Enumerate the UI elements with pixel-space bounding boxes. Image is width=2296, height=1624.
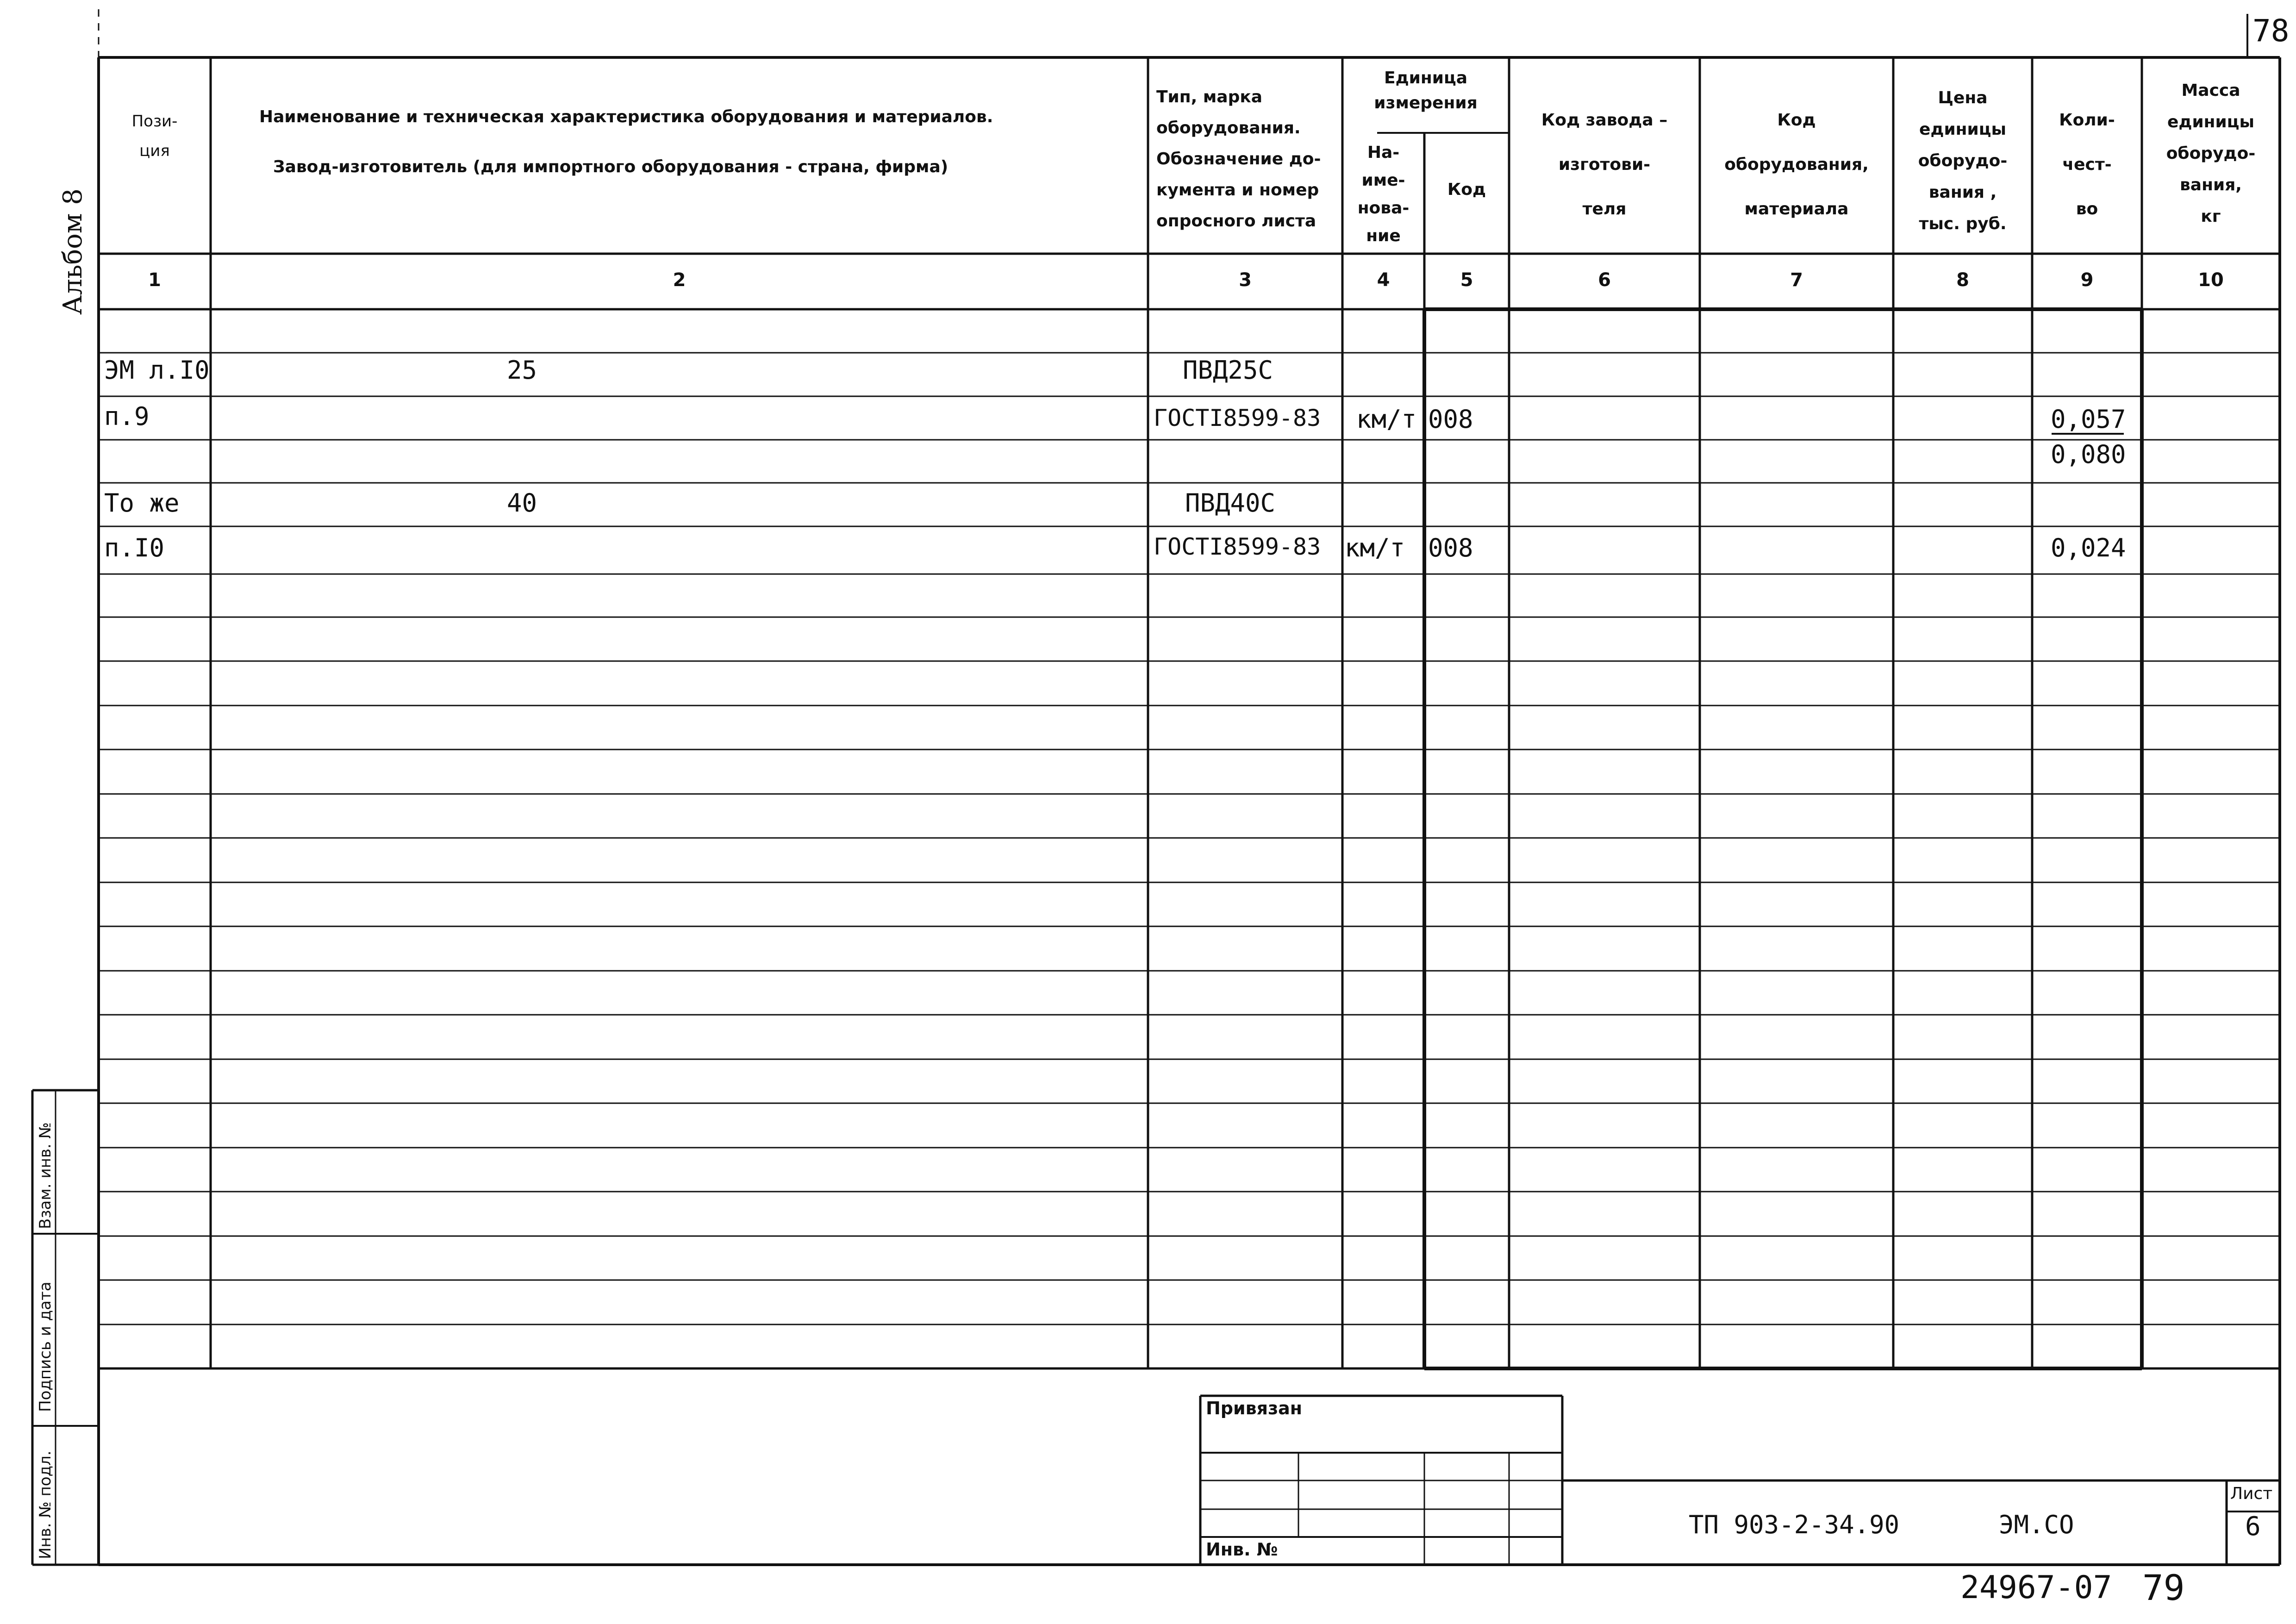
col-number-8: 8	[1956, 269, 1969, 291]
title-list-label: Лист	[2230, 1484, 2273, 1503]
stamp-podpis-data: Подпись и дата	[36, 1281, 55, 1412]
stamp-inv-podl: Инв. № подл.	[36, 1450, 55, 1559]
col-number-6: 6	[1598, 269, 1611, 291]
row1-position: ЭМ л.I0	[104, 356, 210, 385]
header-position: Пози- ция	[131, 112, 178, 160]
col-number-1: 1	[148, 269, 161, 291]
stamp-vzam-inv: Взам. инв. №	[36, 1122, 55, 1229]
row5-quantity: 0,024	[2051, 533, 2126, 562]
album-label: Альбом 8	[58, 188, 88, 315]
row2-quantity: 0,057	[2051, 405, 2126, 434]
header-quantity: Коли- чест- во	[2059, 111, 2115, 219]
row1-name: 25	[507, 356, 537, 385]
header-name-line2: Завод-изготовитель (для импортного оборудования - страна, фирма)	[273, 157, 948, 176]
row1-type: ПВД25С	[1183, 356, 1273, 385]
header-price: Цена единицы оборудо- вания , тыс. руб.	[1918, 88, 2008, 233]
header-name-line1: Наименование и техническая характеристика оборудования и материалов.	[259, 107, 993, 126]
title-list-number: 6	[2245, 1512, 2261, 1542]
row2-unit: км/т	[1356, 405, 1417, 434]
col-number-7: 7	[1790, 269, 1803, 291]
col-number-4: 4	[1377, 269, 1390, 291]
sheet-corner-number: 78	[2252, 13, 2290, 49]
header-equipment-code: Код оборудования, материала	[1724, 111, 1869, 219]
col-number-3: 3	[1239, 269, 1252, 291]
header-plant-code: Код завода – изготови- теля	[1541, 111, 1668, 219]
title-doc-code: ТП 903-2-34.90	[1689, 1510, 1900, 1539]
col-number-9: 9	[2080, 269, 2094, 291]
row2-code: 008	[1428, 405, 1473, 434]
header-unit-group: Единица измерения	[1374, 69, 1478, 112]
row4-type: ПВД40С	[1185, 488, 1276, 518]
row5-type: ГОСТI8599-83	[1154, 533, 1321, 560]
title-privyazan: Привязан	[1206, 1398, 1303, 1418]
title-inv-no: Инв. №	[1206, 1539, 1278, 1560]
header-unit-name: На- име- нова- ние	[1357, 143, 1410, 245]
header-mass: Масса единицы оборудо- вания, кг	[2166, 81, 2256, 226]
row2-position: п.9	[104, 402, 150, 431]
header-unit-code: Код	[1447, 180, 1486, 199]
row2-type: ГОСТI8599-83	[1154, 405, 1321, 431]
row5-unit: км/т	[1345, 533, 1405, 562]
footer-page: 79	[2142, 1567, 2185, 1608]
row5-position: п.I0	[104, 533, 165, 562]
col-number-2: 2	[673, 269, 686, 291]
row4-position: То же	[104, 488, 180, 518]
row4-name: 40	[507, 488, 537, 518]
col-number-10: 10	[2198, 269, 2224, 291]
row5-code: 008	[1428, 533, 1473, 562]
row3-quantity: 0,080	[2051, 440, 2126, 469]
title-mark: ЭМ.СО	[1999, 1510, 2074, 1539]
footer-serial: 24967-07	[1960, 1569, 2112, 1606]
header-type: Тип, марка оборудования. Обозначение до- кумента и номер опросного листа	[1156, 87, 1321, 231]
col-number-5: 5	[1460, 269, 1473, 291]
